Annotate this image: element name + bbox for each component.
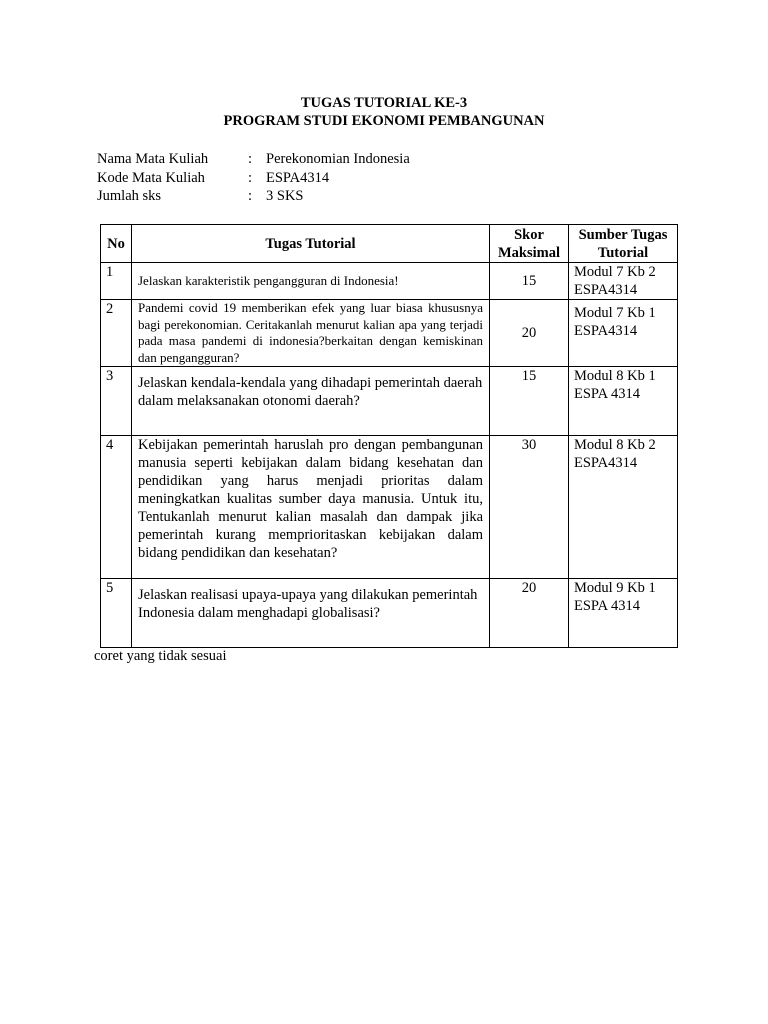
source-module: Modul 9 Kb 1 [574,580,656,596]
table-row [101,579,678,648]
info-colon: : [248,151,253,167]
table-row [101,367,678,436]
header-score-line1: Skor [514,226,544,243]
info-value: ESPA4314 [266,170,330,186]
header-source-line2: Tutorial [597,244,649,261]
task-source [569,263,678,300]
task-text: Jelaskan realisasi upaya-upaya yang dilakukan pemerintah Indonesia dalam menghadapi globalisasi? [132,579,490,648]
source-code: ESPA 4314 [574,598,640,614]
task-source [569,579,678,648]
task-text: Kebijakan pemerintah haruslah pro dengan pembangunan manusia seperti kebijakan dalam bidang kesehatan dan pendidikan yang harus menjadi prioritas dalam meningkatkan kualitas sumber daya manusia. Untuk itu, Tentukanlah menurut kalian masalah dan dampak jika pemerintah kurang memprioritaskan kebijakan dalam bidang pendidikan dan kesehatan? [132,436,490,579]
source-module: Modul 7 Kb 2 [574,264,656,280]
max-score: 15 [490,367,569,436]
row-number: 5 [101,579,132,648]
task-source [569,367,678,436]
title-line-1: TUGAS TUTORIAL KE-3 [300,95,468,111]
task-text: Jelaskan kendala-kendala yang dihadapi pemerintah daerah dalam melaksanakan otonomi daerah? [132,367,490,436]
header-source-line1: Sumber Tugas [578,226,668,243]
max-score: 15 [490,263,569,300]
source-code: ESPA4314 [574,323,638,339]
task-source [569,300,678,367]
source-module: Modul 8 Kb 1 [574,368,656,384]
header-score-line2: Maksimal [497,244,561,261]
header-source [569,225,678,263]
row-number: 4 [101,436,132,579]
task-text: Jelaskan karakteristik pengangguran di Indonesia! [132,263,490,300]
header-task: Tugas Tutorial [132,225,490,263]
max-score: 20 [490,300,569,367]
info-label: Kode Mata Kuliah [97,170,205,186]
table-row [101,263,678,300]
max-score: 20 [490,579,569,648]
source-code: ESPA 4314 [574,386,640,402]
table-row [101,436,678,579]
info-value: Perekonomian Indonesia [266,151,410,167]
info-label: Jumlah sks [97,188,162,204]
source-module: Modul 8 Kb 2 [574,437,656,453]
source-code: ESPA4314 [574,282,638,298]
tutorial-task-table [100,224,678,648]
row-number: 2 [101,300,132,367]
info-colon: : [248,170,253,186]
header-score [490,225,569,263]
row-number: 3 [101,367,132,436]
info-value: 3 SKS [266,188,304,204]
source-module: Modul 7 Kb 1 [574,305,656,321]
info-colon: : [248,188,253,204]
task-source [569,436,678,579]
source-code: ESPA4314 [574,455,638,471]
max-score: 30 [490,436,569,579]
title-line-2: PROGRAM STUDI EKONOMI PEMBANGUNAN [223,113,545,129]
info-label: Nama Mata Kuliah [97,151,209,167]
table-row [101,300,678,367]
task-text: Pandemi covid 19 memberikan efek yang luar biasa khususnya bagi perekonomian. Ceritakanlah menurut kalian apa yang terjadi pada masa pandemi di indonesia?berkaitan dengan kemiskinan dan pengangguran? [132,300,490,367]
header-no: No [101,225,132,263]
row-number: 1 [101,263,132,300]
footnote: coret yang tidak sesuai [94,648,227,664]
table-header-row [101,225,678,263]
